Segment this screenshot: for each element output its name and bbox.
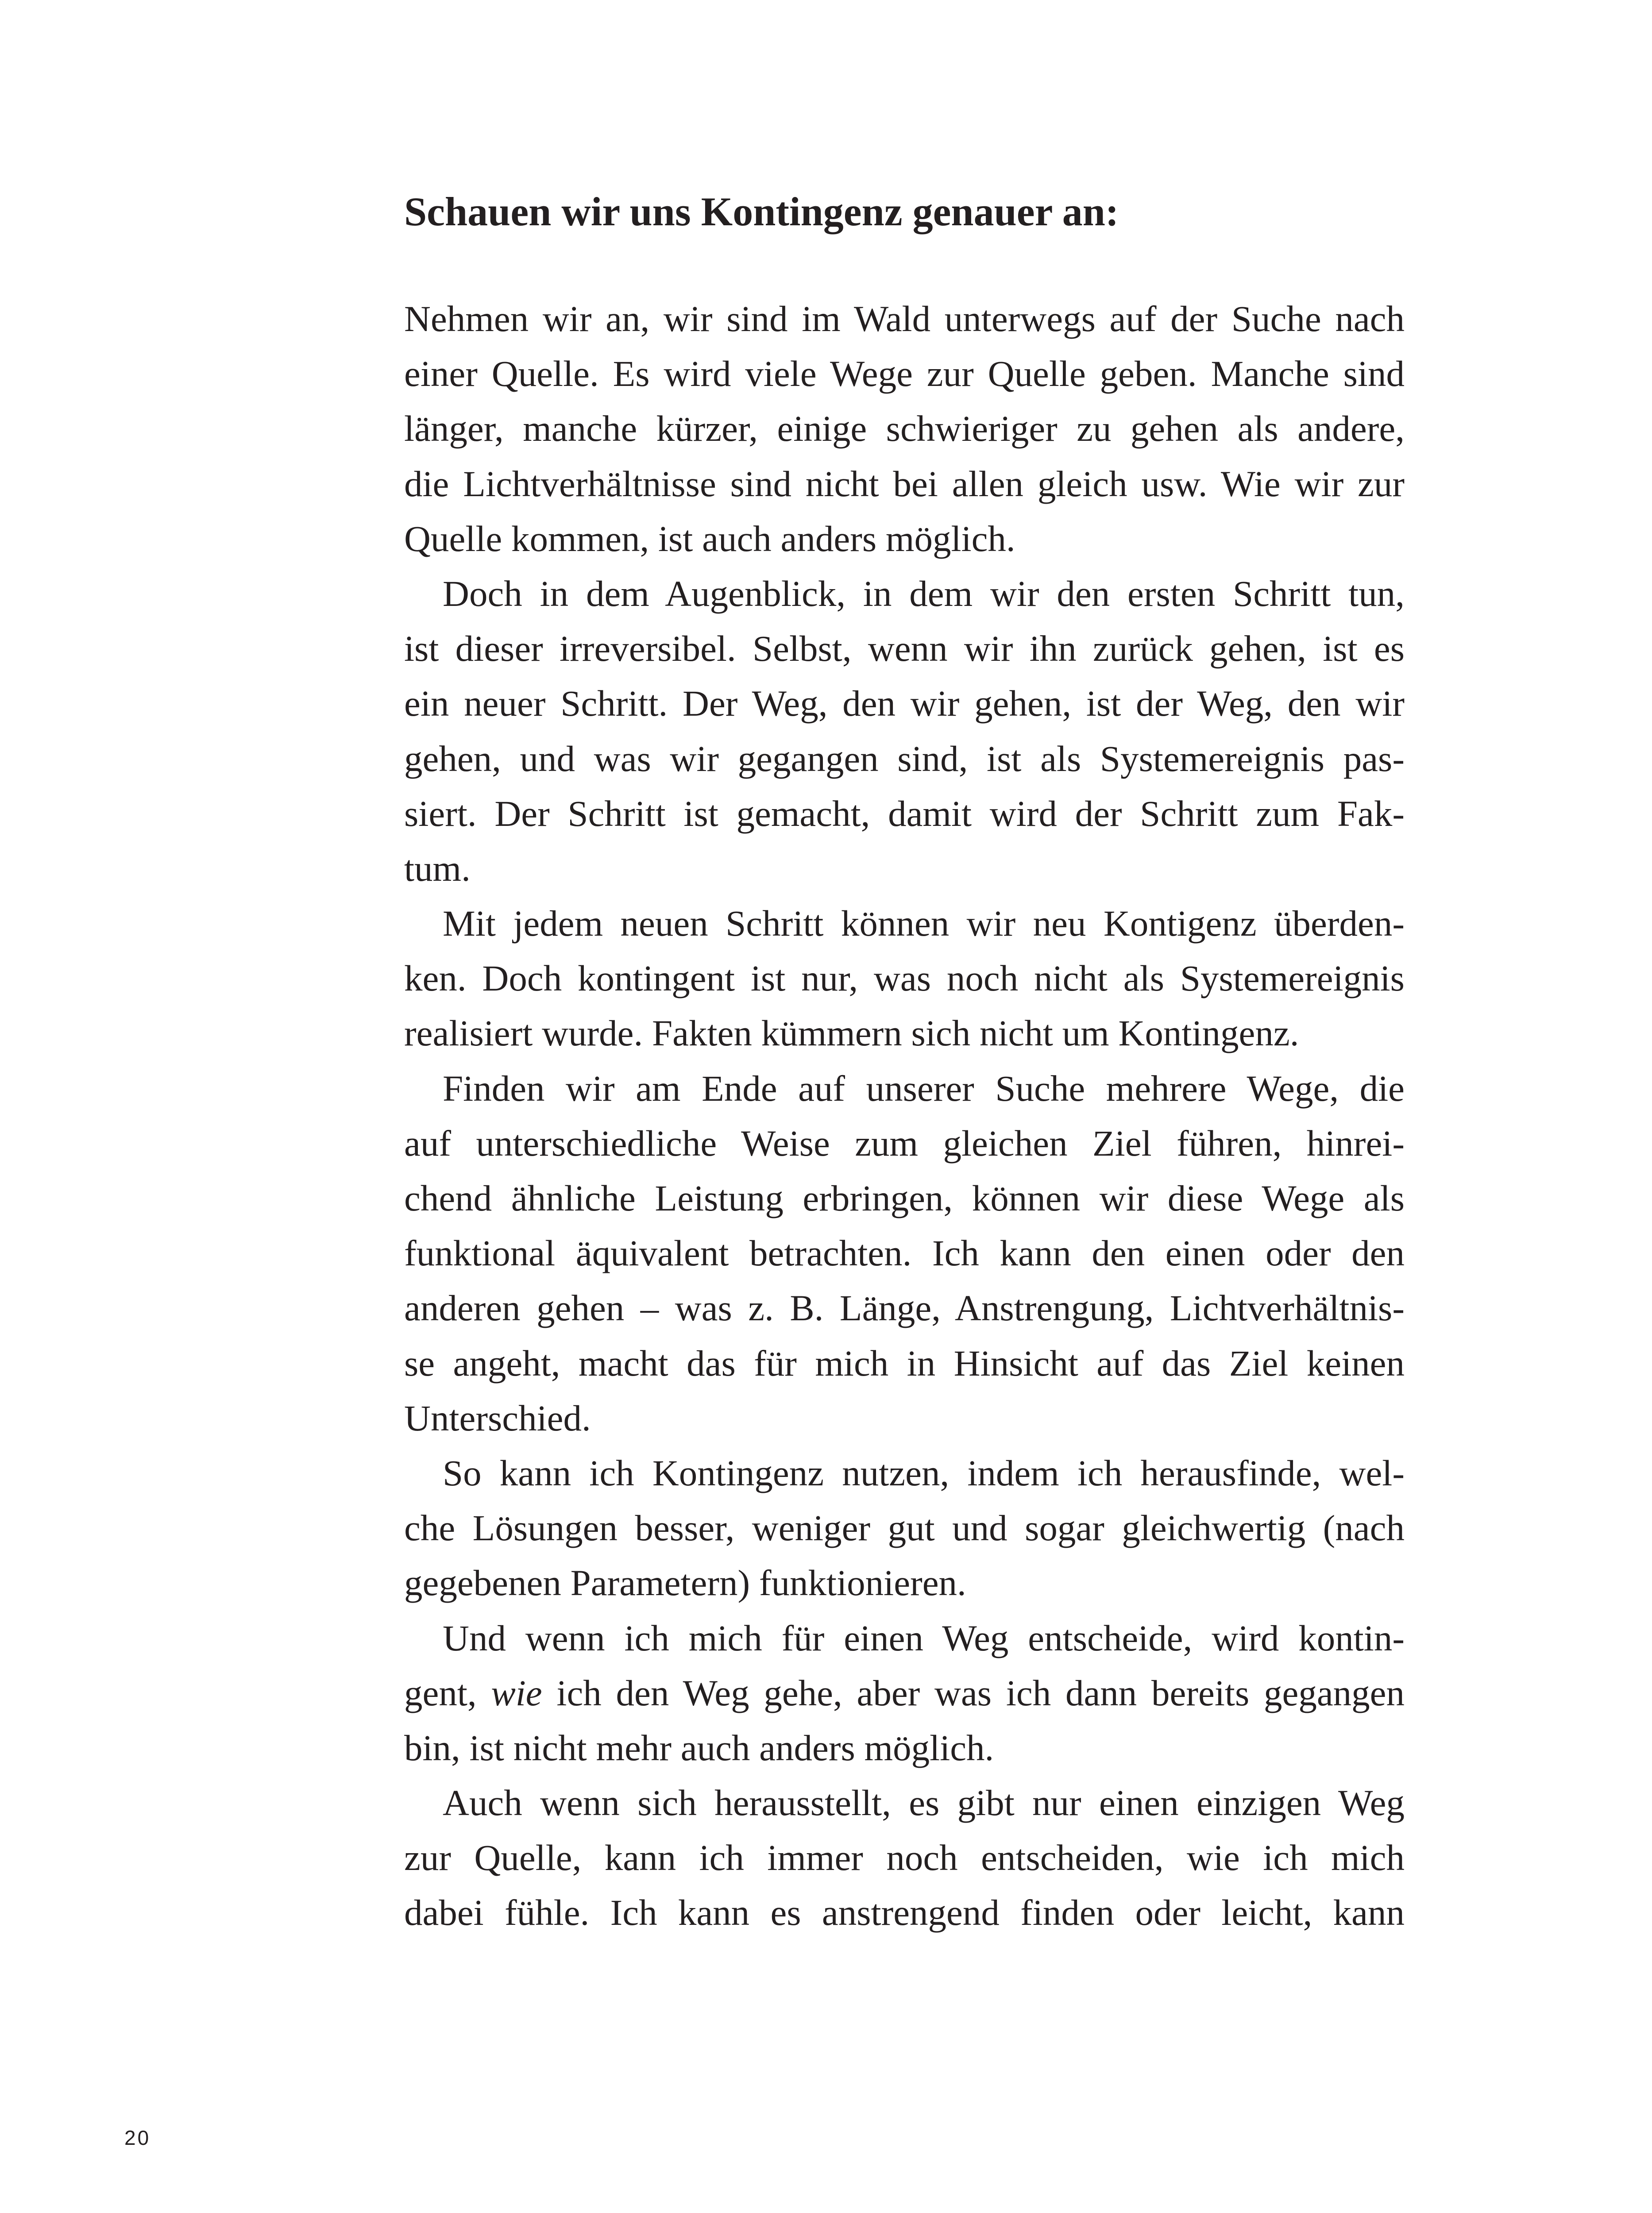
text-line: Doch in dem Augenblick, in dem wir den ersten Schritt tun, — [443, 573, 1405, 614]
text-line: zur Quelle, kann ich immer noch entscheiden, wie ich mich — [404, 1837, 1405, 1878]
text-line: Quelle kommen, ist auch anders möglich. — [404, 518, 1015, 559]
text-line: So kann ich Kontingenz nutzen, indem ich herausfinde, wel- — [443, 1452, 1405, 1493]
text-fragment: ich den Weg gehe, aber was ich dann bereits gegangen — [542, 1672, 1405, 1713]
paragraph — [404, 566, 1405, 896]
text-line: die Lichtverhältnisse sind nicht bei allen gleich usw. Wie wir zur — [404, 463, 1405, 504]
text-line: realisiert wurde. Fakten kümmern sich nicht um Kontingenz. — [404, 1013, 1299, 1054]
text-line: funktional äquivalent betrachten. Ich kann den einen oder den — [404, 1233, 1405, 1274]
page-number: 20 — [124, 2126, 151, 2149]
text-line: Mit jedem neuen Schritt können wir neu Kontigenz überden- — [443, 903, 1405, 944]
body-text — [404, 291, 1405, 1940]
text-line: che Lösungen besser, weniger gut und sogar gleichwertig (nach — [404, 1507, 1405, 1549]
paragraph — [404, 1611, 1405, 1776]
text-fragment: gent, — [404, 1672, 491, 1713]
text-line: einer Quelle. Es wird viele Wege zur Quelle geben. Manche sind — [404, 353, 1405, 394]
text-line: ein neuer Schritt. Der Weg, den wir gehen, ist der Weg, den wir — [404, 683, 1405, 724]
text-line: gehen, und was wir gegangen sind, ist als Systemereignis pas- — [404, 738, 1405, 779]
paragraph — [404, 1061, 1405, 1446]
text-line: se angeht, macht das für mich in Hinsicht auf das Ziel keinen — [404, 1342, 1405, 1384]
text-line: Finden wir am Ende auf unserer Suche mehrere Wege, die — [443, 1068, 1405, 1109]
text-line: Nehmen wir an, wir sind im Wald unterwegs auf der Suche nach — [404, 298, 1405, 339]
text-line: tum. — [404, 848, 471, 889]
paragraph — [404, 896, 1405, 1061]
text-line: bin, ist nicht mehr auch anders möglich. — [404, 1727, 994, 1768]
text-line: ist dieser irreversibel. Selbst, wenn wir ihn zurück gehen, ist es — [404, 628, 1405, 669]
text-line: chend ähnliche Leistung erbringen, können wir diese Wege als — [404, 1178, 1405, 1218]
paragraph — [404, 291, 1405, 566]
text-line: anderen gehen – was z. B. Länge, Anstrengung, Lichtverhältnis- — [404, 1288, 1405, 1329]
text-line: Und wenn ich mich für einen Weg entscheide, wird kontin- — [443, 1617, 1405, 1658]
paragraph — [404, 1775, 1405, 1940]
text-line: dabei fühle. Ich kann es anstrengend finden oder leicht, kann — [404, 1892, 1405, 1933]
paragraph — [404, 1446, 1405, 1611]
text-line — [404, 1666, 1405, 1720]
text-line: Unterschied. — [404, 1397, 591, 1438]
text-line: ken. Doch kontingent ist nur, was noch nicht als Systemereignis — [404, 958, 1405, 999]
italic-word: wie — [491, 1672, 542, 1713]
text-line: Auch wenn sich herausstellt, es gibt nur einen einzigen Weg — [443, 1782, 1405, 1824]
text-line: länger, manche kürzer, einige schwieriger zu gehen als andere, — [404, 408, 1405, 449]
section-heading: Schauen wir uns Kontingenz genauer an: — [404, 189, 1119, 234]
text-line: siert. Der Schritt ist gemacht, damit wird der Schritt zum Fak- — [404, 793, 1405, 834]
text-line: gegebenen Parametern) funktionieren. — [404, 1562, 966, 1604]
text-line: auf unterschiedliche Weise zum gleichen Ziel führen, hinrei- — [404, 1122, 1405, 1164]
